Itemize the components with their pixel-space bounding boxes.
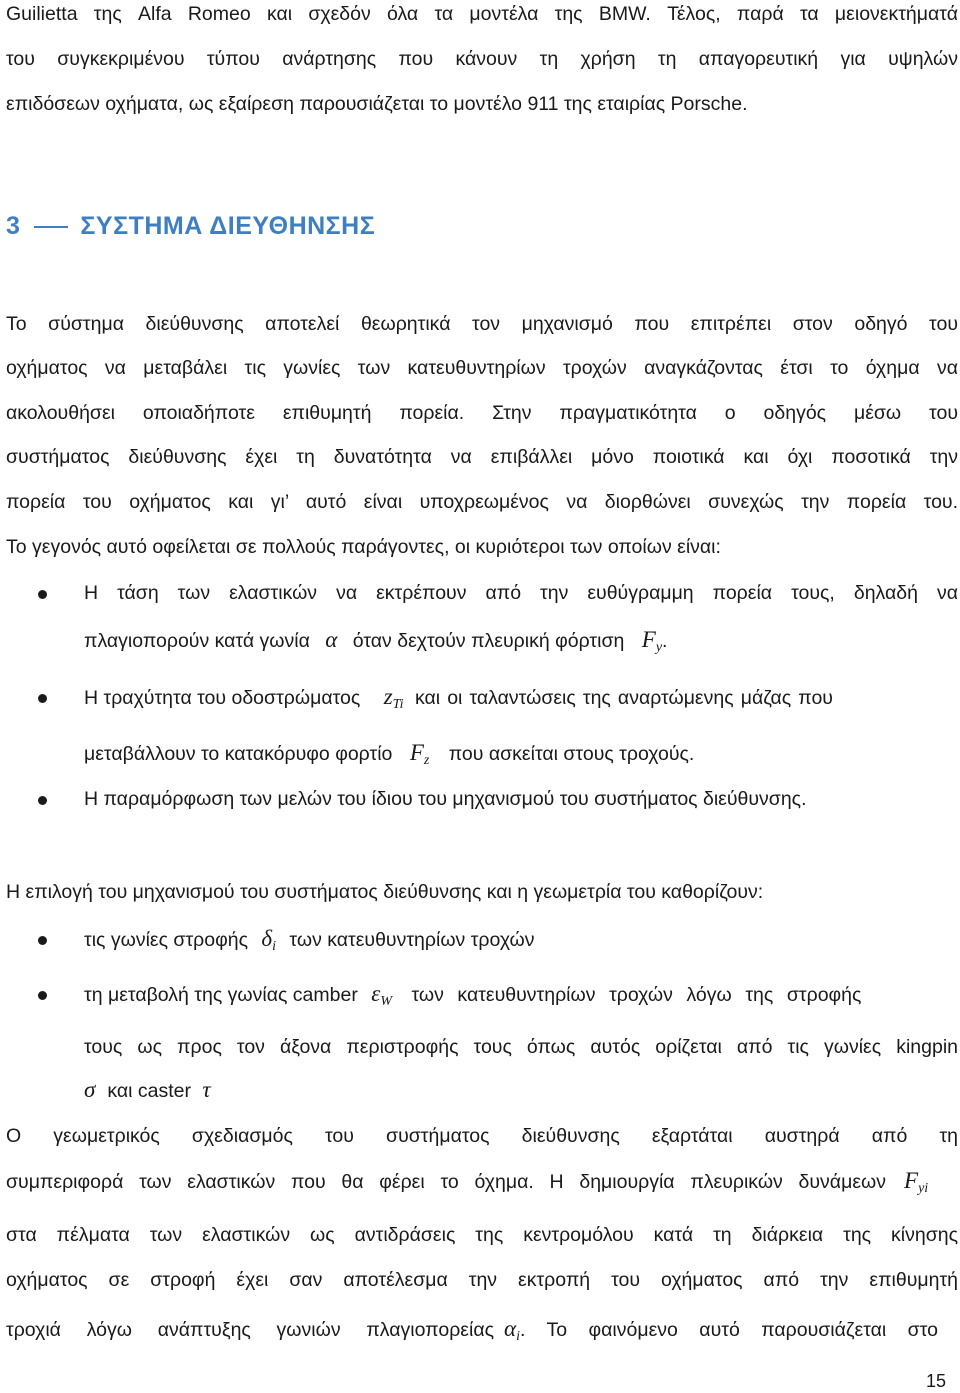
paragraph-1-line-5: πορεία του οχήματος και γι’ αυτό είναι υποχρεωμένος να διορθώνει συνεχώς την πορεία του.: [6, 491, 958, 513]
force-fz-symbol: $F_z$: [409, 740, 430, 768]
paragraph-2-line-1: Ο γεωμετρικός σχεδιασμός του συστήματος διεύθυνσης εξαρτάται αυστηρά από τη: [6, 1125, 958, 1147]
paragraph-2-line-3: στα πέλματα των ελαστικών ως αντιδράσεις της κεντρομόλου κατά τη διάρκεια της κίνησης: [6, 1224, 958, 1246]
sigma-symbol: σ: [84, 1077, 96, 1102]
intro-line-3: επιδόσεων οχήματα, ως εξαίρεση παρουσιάζεται το μοντέλο 911 της εταιρίας Porsche.: [6, 93, 748, 115]
section-heading: [6, 211, 375, 241]
delta-i-symbol: $\delta_i$: [261, 926, 276, 954]
paragraph-2-line-2: συμπεριφορά των ελαστικών που θα φέρει το όχημα. Η δημιουργία πλευρικών δυνάμεων $F_{yi}$: [6, 1168, 929, 1196]
geometry-item-1: τις γωνίες στροφής $\delta_i$ των κατευθυντηρίων τροχών: [84, 926, 535, 954]
heading-dash: [34, 226, 68, 228]
bullet-marker: [38, 991, 47, 1000]
paragraph-1-line-1: Το σύστημα διεύθυνσης αποτελεί θεωρητικά τον μηχανισμό που επιτρέπει στον οδηγό του: [6, 313, 958, 335]
factor-2-line-1: Η τραχύτητα του οδοστρώματος $z_{Ti}$ και οι ταλαντώσεις της αναρτώμενης μάζας που: [84, 684, 833, 712]
force-fy-symbol: $F_y$: [641, 627, 663, 655]
section-title: ΣΥΣΤΗΜΑ ΔΙΕΥΘΗΝΣΗΣ: [80, 212, 376, 240]
factor-3-line: Η παραμόρφωση των μελών του ίδιου του μηχανισμού του συστήματος διεύθυνσης.: [84, 788, 807, 810]
geometry-item-2-line-2: τους ως προς τον άξονα περιστροφής τους όπως αυτός ορίζεται από τις γωνίες kingpin: [84, 1036, 958, 1058]
section-number: 3: [6, 212, 21, 240]
z-ti-symbol: $z_{Ti}$: [383, 684, 404, 712]
bullet-marker: [38, 936, 47, 945]
paragraph-1-line-3: ακολουθήσει οποιαδήποτε επιθυμητή πορεία. Στην πραγματικότητα ο οδηγός μέσω του: [6, 402, 958, 424]
page-number: 15: [925, 1371, 946, 1391]
paragraph-2-line-5: τροχιά λόγω ανάπτυξης γωνιών πλαγιοπορείας $\alpha_i$. Το φαινόμενο αυτό παρουσιάζεται στο: [6, 1316, 938, 1344]
paragraph-1-line-2: οχήματος να μεταβάλει τις γωνίες των κατευθυντηρίων τροχών αναγκάζοντας έτσι το όχημα να: [6, 357, 958, 379]
intro-line-1: Guilietta της Alfa Romeo και σχεδόν όλα τα μοντέλα της BMW. Τέλος, παρά τα μειονεκτήματά: [6, 3, 958, 25]
bullet-marker: [38, 694, 47, 703]
bullet-marker: [38, 590, 47, 599]
factor-2-line-2: μεταβάλλουν το κατακόρυφο φορτίο $F_z$ που ασκείται στους τροχούς.: [84, 740, 695, 768]
geometry-item-2-line-1: τη μεταβολή της γωνίας camber $\varepsilon_W$ των κατευθυντηρίων τροχών λόγω της στροφής: [84, 981, 862, 1009]
alpha-i-symbol: $\alpha_i$: [504, 1316, 520, 1344]
geometry-intro: Η επιλογή του μηχανισμού του συστήματος διεύθυνσης και η γεωμετρία του καθορίζουν:: [6, 881, 764, 903]
paragraph-1-line-6: Το γεγονός αυτό οφείλεται σε πολλούς παράγοντες, οι κυριότεροι των οποίων είναι:: [6, 536, 721, 558]
factor-1-line-1: Η τάση των ελαστικών να εκτρέπουν από την ευθύγραμμη πορεία τους, δηλαδή να: [84, 582, 958, 604]
tau-symbol: τ: [202, 1077, 211, 1102]
paragraph-1-line-4: συστήματος διεύθυνσης έχει τη δυνατότητα να επιβάλλει μόνο ποιοτικά και όχι ποσοτικά την: [6, 446, 958, 468]
force-fyi-symbol: $F_{yi}$: [904, 1168, 929, 1196]
bullet-marker: [38, 796, 47, 805]
alpha-symbol: α: [325, 627, 338, 652]
factor-1-line-2: πλαγιοπορούν κατά γωνία α όταν δεχτούν πλευρική φόρτιση $F_y$.: [84, 627, 668, 655]
intro-line-2: του συγκεκριμένου τύπου ανάρτησης που κάνουν τη χρήση τη απαγορευτική για υψηλών: [6, 48, 958, 70]
geometry-item-2-line-3: σ και caster τ: [84, 1077, 211, 1102]
epsilon-w-symbol: $\varepsilon_W$: [371, 981, 393, 1009]
paragraph-2-line-4: οχήματος σε στροφή έχει σαν αποτέλεσμα την εκτροπή του οχήματος από την επιθυμητή: [6, 1269, 958, 1291]
